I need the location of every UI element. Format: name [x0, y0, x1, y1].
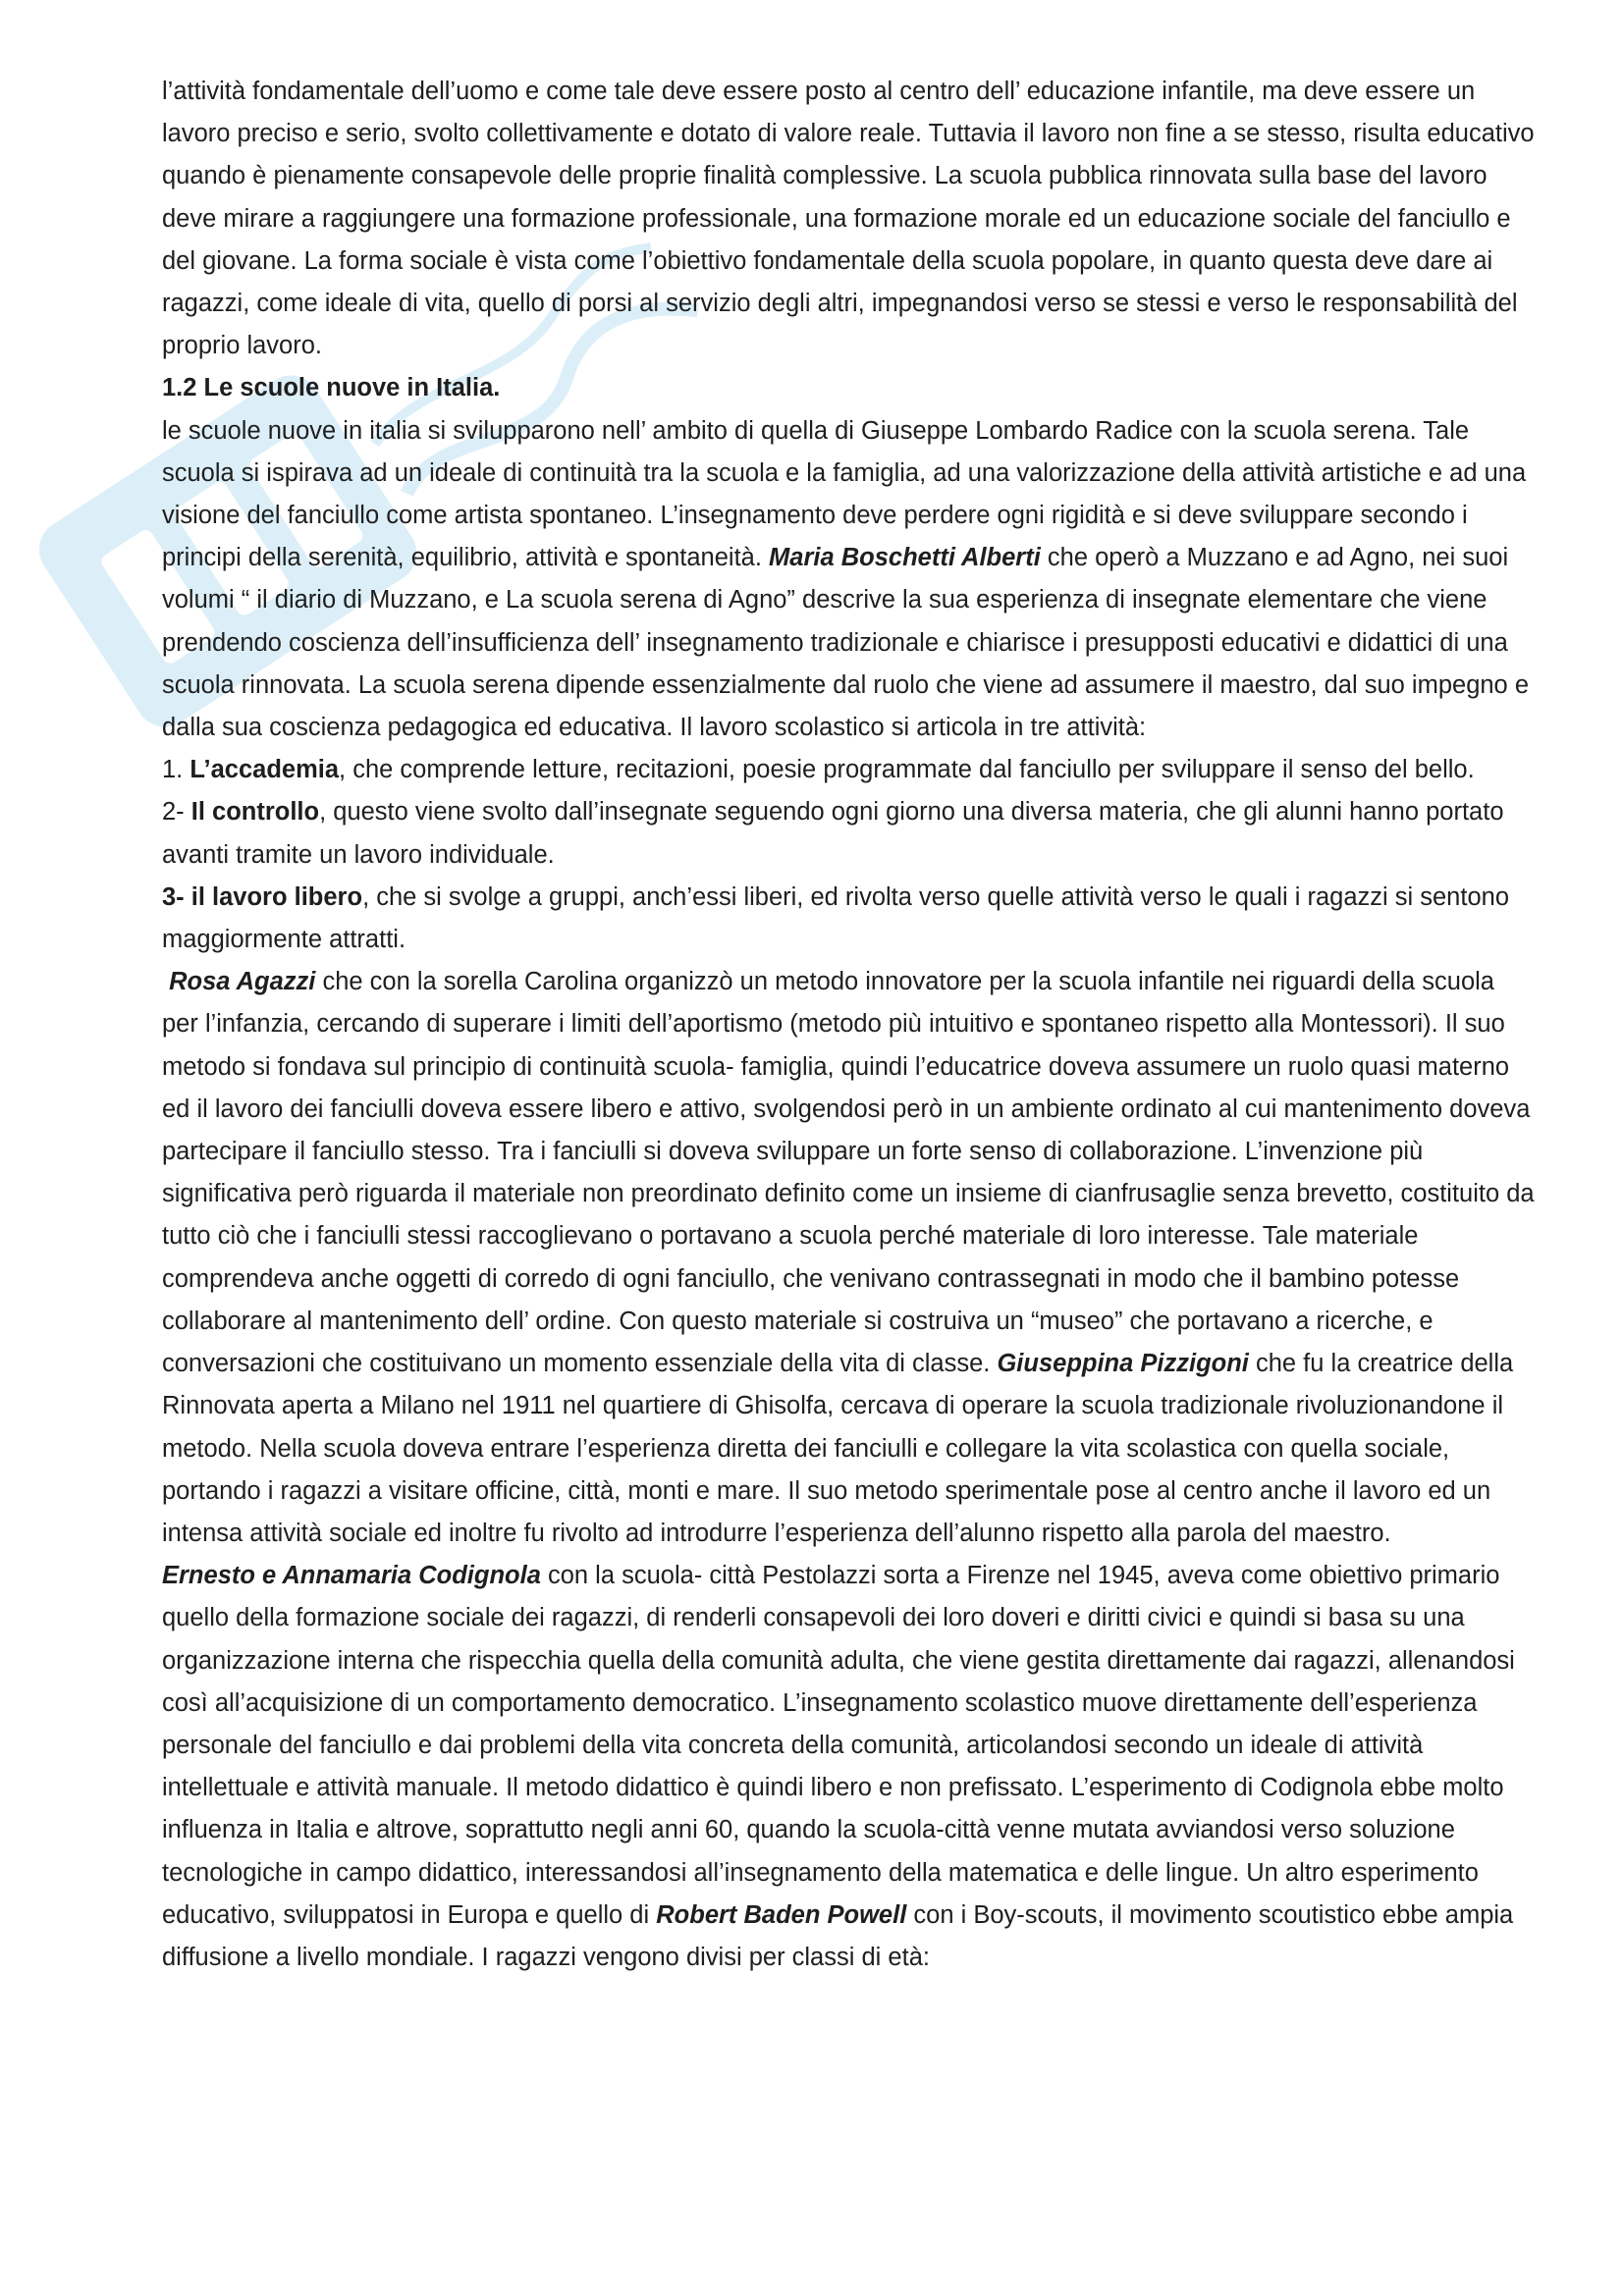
document-page — [162, 71, 1537, 1979]
list-item — [162, 791, 1537, 876]
person-name: Ernesto e Annamaria Codignola — [162, 1562, 541, 1590]
paragraph-intro-text: l’attività fondamentale dell’uomo e come tale deve essere posto al centro dell’ educazione infantile, ma deve essere un lavoro preciso e serio, svolto collettivamente e dotato di valore reale. Tuttavia il lavoro non fine a se stesso, risulta educativo quando è pienamente consapevole delle proprie finalità complessive. La scuola pubblica rinnovata sulla base del lavoro deve mirare a raggiungere una formazione professionale, una formazione morale ed un educazione sociale del fanciullo e del giovane. La forma sociale è vista come l’obiettivo fondamentale della scuola popolare, in quanto questa deve dare ai ragazzi, come ideale di vita, quello di porsi al servizio degli altri, impegnandosi verso se stessi e verso le responsabilità del proprio lavoro. — [162, 78, 1535, 360]
person-name: Robert Baden Powell — [656, 1900, 907, 1929]
list-item-text: , che si svolge a gruppi, anch’essi liberi, ed rivolta verso quelle attività verso le quali i ragazzi si sentono maggiormente attratti. — [162, 882, 1509, 954]
paragraph-agazzi-pizzigoni — [162, 961, 1537, 1555]
list-item — [162, 749, 1537, 791]
paragraph-text: con la scuola- città Pestolazzi sorta a Firenze nel 1945, aveva come obiettivo primario quello della formazione sociale dei ragazzi, di renderli consapevoli dei loro doveri e diritti civici e quindi si basa su una organizzazione interna che rispecchia quella della comunità adulta, che viene gestita direttamente dai ragazzi, allenandosi così all’acquisizione di un comportamento democratico. L’insegnamento scolastico muove direttamente dell’esperienza personale del fanciullo e dai problemi della vita concreta della comunità, articolandosi secondo un ideale di attività intellettuale e attività manuale. Il metodo didattico è quindi libero e non prefissato. L’esperimento di Codignola ebbe molto influenza in Italia e altrove, soprattutto negli anni 60, quando la scuola-città venne mutata avviandosi verso soluzione tecnologiche in campo didattico, interessandosi all’insegnamento della matematica e delle lingue. Un altro esperimento educativo, sviluppatosi in Europa e quello di — [162, 1562, 1515, 1929]
list-item — [162, 877, 1537, 961]
paragraph-scuola-serena — [162, 410, 1537, 750]
paragraph-text: che operò a Muzzano e ad Agno, nei suoi volumi “ il diario di Muzzano, e La scuola serena di Agno” descrive la sua esperienza di insegnate elementare che viene prendendo coscienza dell’insufficienza dell’ insegnamento tradizionale e chiarisce i presupposti educativi e didattici di una scuola rinnovata. La scuola serena dipende essenzialmente dal ruolo che viene ad assumere il maestro, dal suo impegno e dalla sua coscienza pedagogica ed educativa. Il lavoro scolastico si articola in tre attività: — [162, 544, 1530, 742]
list-item-term: 3- il lavoro libero — [162, 882, 363, 911]
paragraph-text: con i Boy-scouts, il movimento scoutistico ebbe ampia diffusione a livello mondiale. I ragazzi vengono divisi per classi di età: — [162, 1900, 1514, 1971]
list-item-text: , questo viene svolto dall’insegnate seguendo ogni giorno una diversa materia, che gli alunni hanno portato avanti tramite un lavoro individuale. — [162, 798, 1504, 869]
paragraph-codignola — [162, 1555, 1537, 1979]
paragraph-text: che con la sorella Carolina organizzò un metodo innovatore per la scuola infantile nei riguardi della scuola per l’infanzia, cercando di superare i limiti dell’aportismo (metodo più intuitivo e spontaneo rispetto alla Montessori). Il suo metodo si fondava sul principio di continuità scuola- famiglia, quindi l’educatrice doveva assumere un ruolo quasi materno ed il lavoro dei fanciulli doveva essere libero e attivo, svolgendosi però in un ambiente ordinato al cui mantenimento doveva partecipare il fanciullo stesso. Tra i fanciulli si doveva sviluppare un forte senso di collaborazione. L’invenzione più significativa però riguarda il materiale non preordinato definito come un insieme di cianfrusaglie senza brevetto, costituito da tutto ciò che i fanciulli stessi raccoglievano o portavano a scuola perché materiale di loro interesse. Tale materiale comprendeva anche oggetti di corredo di ogni fanciullo, che venivano contrassegnati in modo che il bambino potesse collaborare al mantenimento dell’ ordine. Con questo materiale si costruiva un “museo” che portavano a ricerche, e conversazioni che costituivano un momento essenziale della vita di classe. — [162, 968, 1535, 1378]
paragraph-text: le scuole nuove in italia si svilupparono nell’ ambito di quella di Giuseppe Lombardo Radice con la scuola serena. Tale scuola si ispirava ad un ideale di continuità tra la scuola e la famiglia, ad una valorizzazione della attività artistiche e ad una visione del fanciullo come artista spontaneo. L’insegnamento deve perdere ogni rigidità e si deve sviluppare secondo i principi della serenità, equilibrio, attività e spontaneità. — [162, 416, 1527, 572]
list-item-prefix: 2- — [162, 798, 191, 827]
section-heading: 1.2 Le scuole nuove in Italia. — [162, 374, 501, 402]
list-item-prefix: 1. — [162, 756, 190, 784]
person-name: Giuseppina Pizzigoni — [997, 1350, 1249, 1378]
paragraph-intro — [162, 71, 1537, 367]
list-item-term: L’accademia — [189, 756, 340, 784]
person-name: Rosa Agazzi — [169, 968, 316, 996]
list-item-text: , che comprende letture, recitazioni, poesie programmate dal fanciullo per sviluppare il senso del bello. — [339, 756, 1475, 784]
list-item-term: Il controllo — [190, 798, 320, 827]
person-name: Maria Boschetti Alberti — [769, 544, 1041, 572]
paragraph-text: che fu la creatrice della Rinnovata aperta a Milano nel 1911 nel quartiere di Ghisolfa, cercava di operare la scuola tradizionale rivoluzionandone il metodo. Nella scuola doveva entrare l’esperienza diretta dei fanciulli e collegare la vita scolastica con quella sociale, portando i ragazzi a visitare officine, città, monti e mare. Il suo metodo sperimentale pose al centro anche il lavoro ed un intensa attività sociale ed inoltre fu rivolto ad introdurre l’esperienza dell’alunno rispetto alla parola del maestro. — [162, 1350, 1514, 1547]
